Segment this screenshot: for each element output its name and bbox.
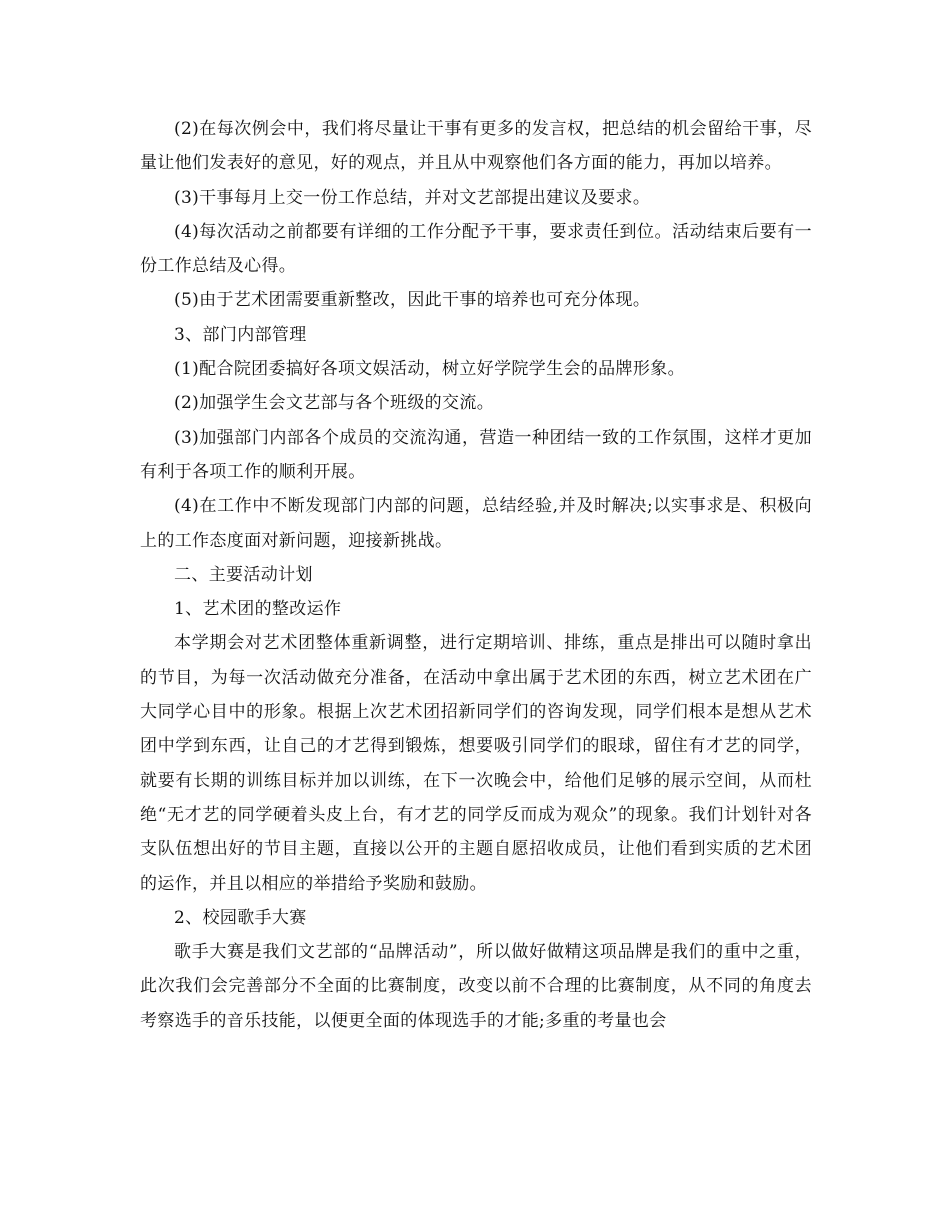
document-body bbox=[140, 112, 812, 1038]
paragraph-problem-solving: (4)在工作中不断发现部门内部的问题，总结经验,并及时解决;以实事求是、积极向上的工作态度面对新问题，迎接新挑战。 bbox=[140, 496, 812, 551]
paragraph-art-troupe-training: (5)由于艺术团需要重新整改，因此干事的培养也可充分体现。 bbox=[174, 290, 651, 311]
paragraph-art-troupe-reform: 本学期会对艺术团整体重新调整，进行定期培训、排练，重点是排出可以随时拿出的节目，为每一次活动做充分准备，在活动中拿出属于艺术团的东西，树立艺术团在广大同学心目中的形象。根据上次艺术团招新同学们的咨询发现，同学们根本是想从艺术团中学到东西，让自己的才艺得到锻炼，想要吸引同学们的眼球，留住有才艺的同学，就要有长期的训练目标并加以训练，在下一次晚会中，给他们足够的展示空间，从而杜绝“无才艺的同学硬着头皮上台，有才艺的同学反而成为观众”的现象。我们计划针对各支队伍想出好的节目主题，直接以公开的主题自愿招收成员，让他们看到实质的艺术团的运作，并且以相应的举措给予奖励和鼓励。 bbox=[140, 633, 812, 894]
paragraph-cadre-meeting: (2)在每次例会中，我们将尽量让干事有更多的发言权，把总结的机会留给干事，尽量让他们发表好的意见，好的观点，并且从中观察他们各方面的能力，再加以培养。 bbox=[140, 119, 812, 174]
paragraph-class-exchange: (2)加强学生会文艺部与各个班级的交流。 bbox=[174, 393, 495, 414]
paragraph-team-communication: (3)加强部门内部各个成员的交流沟通，营造一种团结一致的工作氛围，这样才更加有利于各项工作的顺利开展。 bbox=[140, 427, 812, 482]
heading-main-activity-plan: 二、主要活动计划 bbox=[174, 564, 313, 585]
heading-art-troupe-reform: 1、艺术团的整改运作 bbox=[174, 599, 342, 620]
paragraph-monthly-summary: (3)干事每月上交一份工作总结，并对文艺部提出建议及要求。 bbox=[174, 187, 651, 208]
paragraph-brand-image: (1)配合院团委搞好各项文娱活动，树立好学院学生会的品牌形象。 bbox=[174, 359, 685, 380]
heading-campus-singer-contest: 2、校园歌手大赛 bbox=[174, 907, 307, 928]
paragraph-task-assignment: (4)每次活动之前都要有详细的工作分配予干事，要求责任到位。活动结束后要有一份工作总结及心得。 bbox=[140, 221, 812, 277]
heading-internal-management: 3、部门内部管理 bbox=[174, 324, 307, 345]
paragraph-campus-singer-contest: 歌手大赛是我们文艺部的“品牌活动”，所以做好做精这项品牌是我们的重中之重，此次我们会完善部分不全面的比赛制度，改变以前不合理的比赛制度，从不同的角度去考察选手的音乐技能，以便更全面的体现选手的才能;多重的考量也会 bbox=[140, 942, 812, 1031]
